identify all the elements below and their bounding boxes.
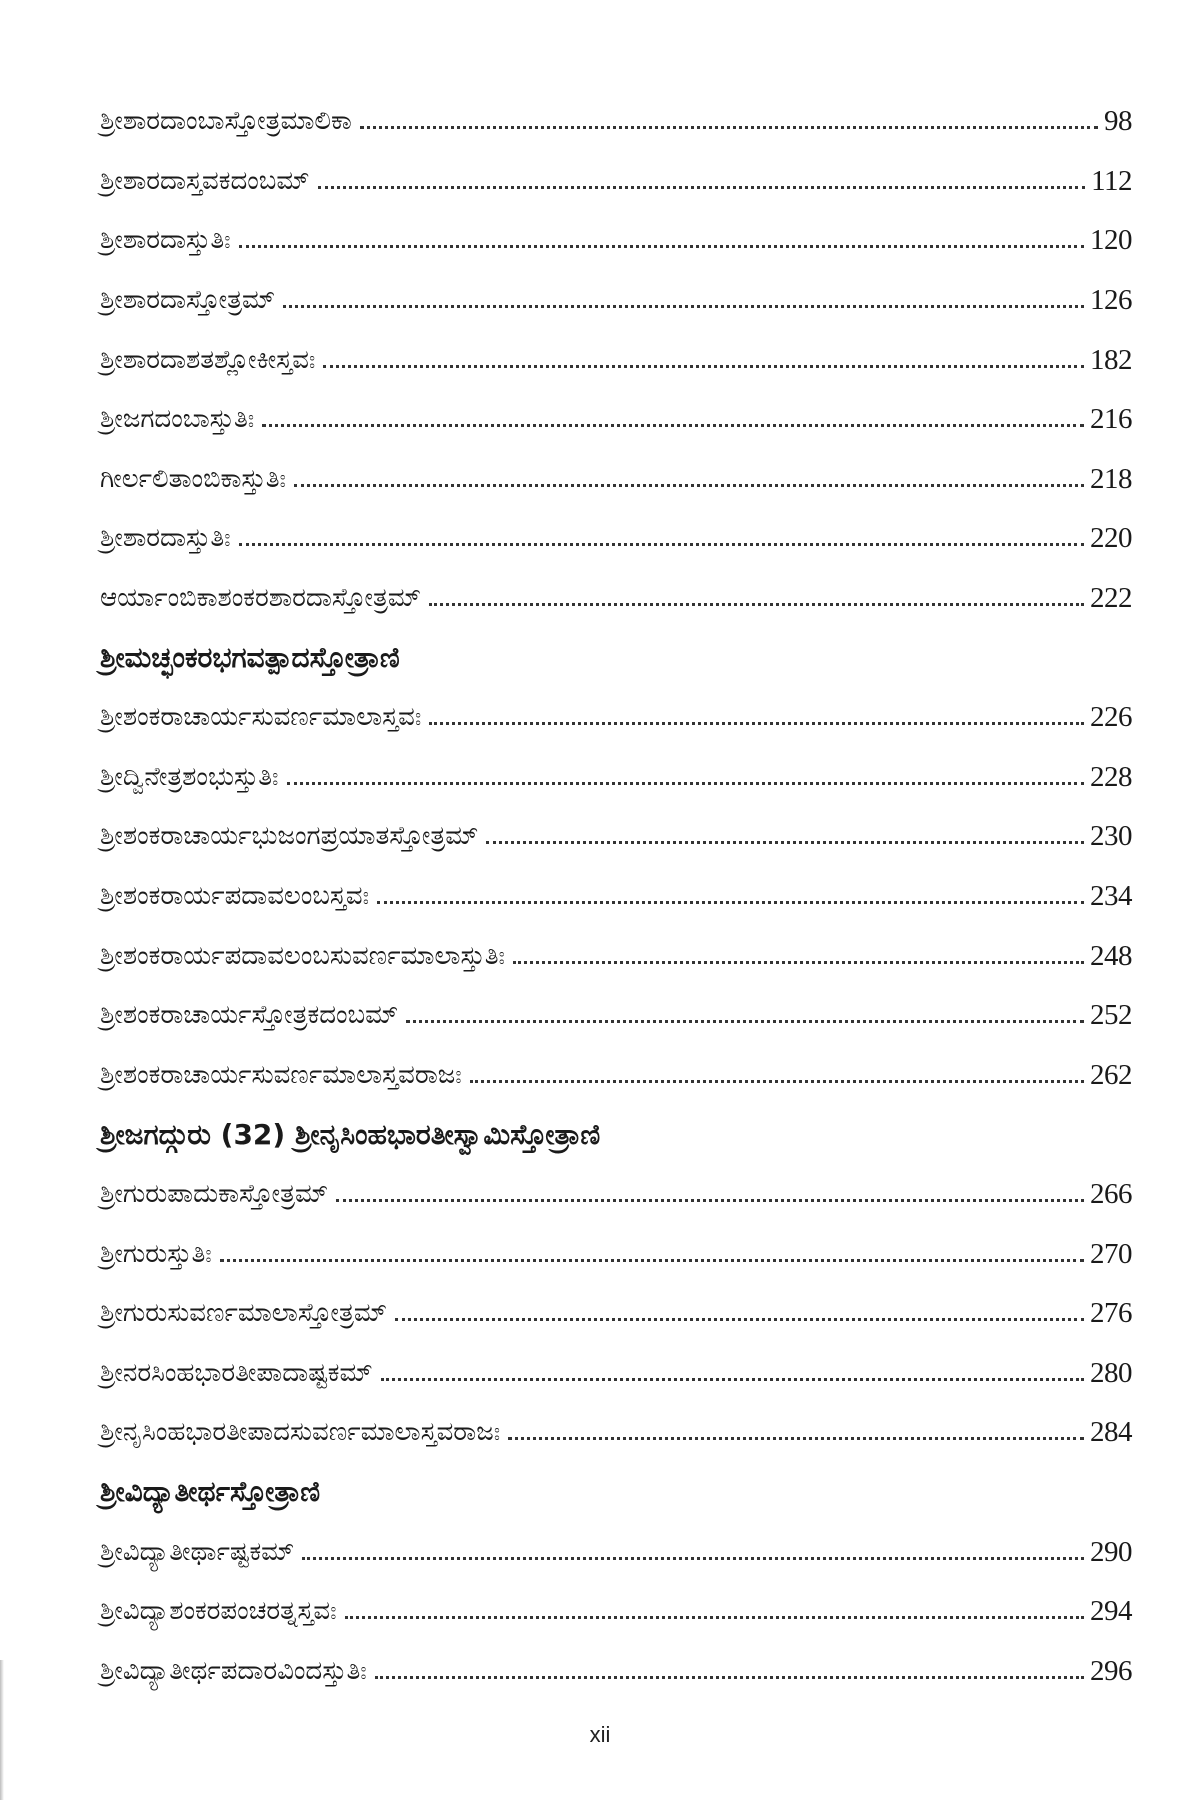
toc-section-title: ಶ್ರೀಜಗದ್ಗುರು (32) ಶ್ರೀನೃಸಿಂಹಭಾರತೀಸ್ವಾಮಿಸ್ತೋತ್ರಾಣಿ — [100, 1117, 601, 1151]
toc-entry-title: ಶ್ರೀಶಾರದಾಸ್ತುತಿಃ — [100, 523, 231, 554]
dot-leader — [220, 1259, 1084, 1262]
toc-entry — [100, 152, 1132, 212]
toc-entry — [100, 390, 1132, 450]
toc-entry-page-number: 280 — [1090, 1356, 1132, 1389]
toc-entry — [100, 1224, 1132, 1284]
dot-leader — [345, 1616, 1084, 1619]
dot-leader — [375, 1676, 1084, 1679]
toc-entry-title: ಶ್ರೀವಿದ್ಯಾತೀರ್ಥಪದಾರವಿಂದಸ್ತುತಿಃ — [100, 1655, 367, 1686]
toc-entry — [100, 986, 1132, 1046]
toc-entry-page-number: 226 — [1090, 701, 1132, 734]
toc-entry — [100, 450, 1132, 510]
table-of-contents — [100, 92, 1132, 1701]
toc-entry — [100, 1641, 1132, 1701]
toc-entry-page-number: 234 — [1090, 880, 1132, 913]
toc-entry-page-number: 218 — [1090, 462, 1132, 495]
toc-entry-title: ಶ್ರೀಶಾರದಾಂಬಾಸ್ತೋತ್ರಮಾಲಿಕಾ — [100, 106, 352, 137]
toc-entry-title: ಶ್ರೀಶಂಕರಾರ್ಯಪದಾವಲಂಬಸ್ತವಃ — [100, 881, 370, 912]
page-folio: xii — [589, 1722, 611, 1747]
toc-entry — [100, 1582, 1132, 1642]
dot-leader — [377, 901, 1084, 904]
toc-entry-page-number: 276 — [1090, 1297, 1132, 1330]
toc-entry-page-number: 182 — [1090, 343, 1132, 376]
toc-entry-title: ಶ್ರೀಗುರುಸ್ತುತಿಃ — [100, 1238, 212, 1269]
toc-entry-title: ಶ್ರೀಜಗದಂಬಾಸ್ತುತಿಃ — [100, 404, 255, 435]
toc-entry-title: ಶ್ರೀಶಂಕರಾಚಾರ್ಯಸುವರ್ಣಮಾಲಾಸ್ತವಃ — [100, 702, 422, 733]
toc-entry-title: ಶ್ರೀದ್ವಿನೇತ್ರಶಂಭುಸ್ತುತಿಃ — [100, 761, 279, 792]
toc-entry — [100, 1284, 1132, 1344]
dot-leader — [302, 1557, 1084, 1560]
toc-section-title: ಶ್ರೀಮಚ್ಛಂಕರಭಗವತ್ಪಾದಸ್ತೋತ್ರಾಣಿ — [100, 641, 400, 675]
toc-entry-page-number: 230 — [1090, 820, 1132, 853]
toc-entry-title: ಶ್ರೀವಿದ್ಯಾಶಂಕರಪಂಚರತ್ನಸ್ತವಃ — [100, 1596, 337, 1627]
dot-leader — [360, 126, 1098, 129]
toc-entry — [100, 867, 1132, 927]
dot-leader — [287, 782, 1084, 785]
toc-entry-title: ಶ್ರೀವಿದ್ಯಾತೀರ್ಥಾಷ್ಟಕಮ್ — [100, 1536, 295, 1567]
toc-entry-page-number: 266 — [1090, 1177, 1132, 1210]
toc-entry — [100, 748, 1132, 808]
dot-leader — [294, 484, 1084, 487]
toc-entry-page-number: 222 — [1090, 582, 1132, 615]
toc-entry — [100, 92, 1132, 152]
dot-leader — [406, 1020, 1084, 1023]
toc-entry-page-number: 262 — [1090, 1058, 1132, 1091]
toc-entry-page-number: 228 — [1090, 760, 1132, 793]
toc-entry — [100, 807, 1132, 867]
toc-entry — [100, 271, 1132, 331]
dot-leader — [283, 305, 1084, 308]
toc-entry-page-number: 294 — [1090, 1595, 1132, 1628]
dot-leader — [470, 1080, 1084, 1083]
toc-entry-title: ಶ್ರೀಶಾರದಾಸ್ತೋತ್ರಮ್ — [100, 285, 276, 316]
dot-leader — [381, 1378, 1084, 1381]
toc-entry-page-number: 296 — [1090, 1654, 1132, 1687]
toc-entry-page-number: 120 — [1090, 224, 1132, 257]
toc-entry-title: ಶ್ರೀಶಂಕರಾಚಾರ್ಯಭುಜಂಗಪ್ರಯಾತಸ್ತೋತ್ರಮ್ — [100, 821, 479, 852]
toc-entry-title: ಶ್ರೀನೃಸಿಂಹಭಾರತೀಪಾದಸುವರ್ಣಮಾಲಾಸ್ತವರಾಜಃ — [100, 1417, 501, 1448]
toc-section-heading — [100, 1463, 1132, 1523]
toc-entry-page-number: 216 — [1090, 403, 1132, 436]
toc-entry-title: ಶ್ರೀಗುರುಸುವರ್ಣಮಾಲಾಸ್ತೋತ್ರಮ್ — [100, 1298, 387, 1329]
dot-leader — [395, 1318, 1084, 1321]
toc-entry-page-number: 112 — [1091, 164, 1132, 197]
toc-entry — [100, 1046, 1132, 1106]
toc-entry — [100, 509, 1132, 569]
toc-entry-page-number: 98 — [1104, 105, 1132, 138]
dot-leader — [486, 841, 1084, 844]
toc-entry-page-number: 290 — [1090, 1535, 1132, 1568]
toc-entry-title: ಗೀರ್ಲಲಿತಾಂಬಿಕಾಸ್ತುತಿಃ — [100, 463, 286, 494]
toc-entry — [100, 1165, 1132, 1225]
toc-entry — [100, 688, 1132, 748]
dot-leader — [429, 722, 1084, 725]
toc-entry-title: ಶ್ರೀಶಂಕರಾಚಾರ್ಯಸುವರ್ಣಮಾಲಾಸ್ತವರಾಜಃ — [100, 1059, 462, 1090]
dot-leader — [336, 1199, 1084, 1202]
toc-entry — [100, 926, 1132, 986]
toc-entry — [100, 211, 1132, 271]
toc-entry — [100, 1343, 1132, 1403]
toc-entry — [100, 569, 1132, 629]
toc-entry-page-number: 270 — [1090, 1237, 1132, 1270]
dot-leader — [323, 365, 1084, 368]
toc-entry-title: ಶ್ರೀಗುರುಪಾದುಕಾಸ್ತೋತ್ರಮ್ — [100, 1178, 329, 1209]
dot-leader — [429, 603, 1084, 606]
toc-entry-title: ಶ್ರೀಶಂಕರಾಚಾರ್ಯಸ್ತೋತ್ರಕದಂಬಮ್ — [100, 1000, 399, 1031]
dot-leader — [239, 543, 1084, 546]
dot-leader — [513, 961, 1084, 964]
toc-entry-title: ಶ್ರೀಶಾರದಾಶತಶ್ಲೋಕೀಸ್ತವಃ — [100, 344, 316, 375]
toc-entry — [100, 330, 1132, 390]
toc-entry-page-number: 220 — [1090, 522, 1132, 555]
toc-entry-title: ಶ್ರೀನರಸಿಂಹಭಾರತೀಪಾದಾಷ್ಟಕಮ್ — [100, 1357, 373, 1388]
toc-entry-page-number: 252 — [1090, 999, 1132, 1032]
dot-leader — [262, 424, 1084, 427]
toc-entry — [100, 1403, 1132, 1463]
toc-section-heading — [100, 1105, 1132, 1165]
toc-entry-title: ಶ್ರೀಶಾರದಾಸ್ತುತಿಃ — [100, 225, 231, 256]
toc-entry-page-number: 248 — [1090, 939, 1132, 972]
toc-entry — [100, 1522, 1132, 1582]
toc-entry-page-number: 284 — [1090, 1416, 1132, 1449]
toc-entry-page-number: 126 — [1090, 284, 1132, 317]
toc-entry-title: ಆರ್ಯಾಂಬಿಕಾಶಂಕರಶಾರದಾಸ್ತೋತ್ರಮ್ — [100, 583, 422, 614]
dot-leader — [239, 245, 1084, 248]
toc-section-heading — [100, 628, 1132, 688]
toc-entry-title: ಶ್ರೀಶಾರದಾಸ್ತವಕದಂಬಮ್ — [100, 165, 310, 196]
toc-section-title: ಶ್ರೀವಿದ್ಯಾತೀರ್ಥಸ್ತೋತ್ರಾಣಿ — [100, 1475, 321, 1509]
dot-leader — [508, 1437, 1084, 1440]
dot-leader — [318, 186, 1086, 189]
toc-entry-title: ಶ್ರೀಶಂಕರಾರ್ಯಪದಾವಲಂಬಸುವರ್ಣಮಾಲಾಸ್ತುತಿಃ — [100, 940, 506, 971]
